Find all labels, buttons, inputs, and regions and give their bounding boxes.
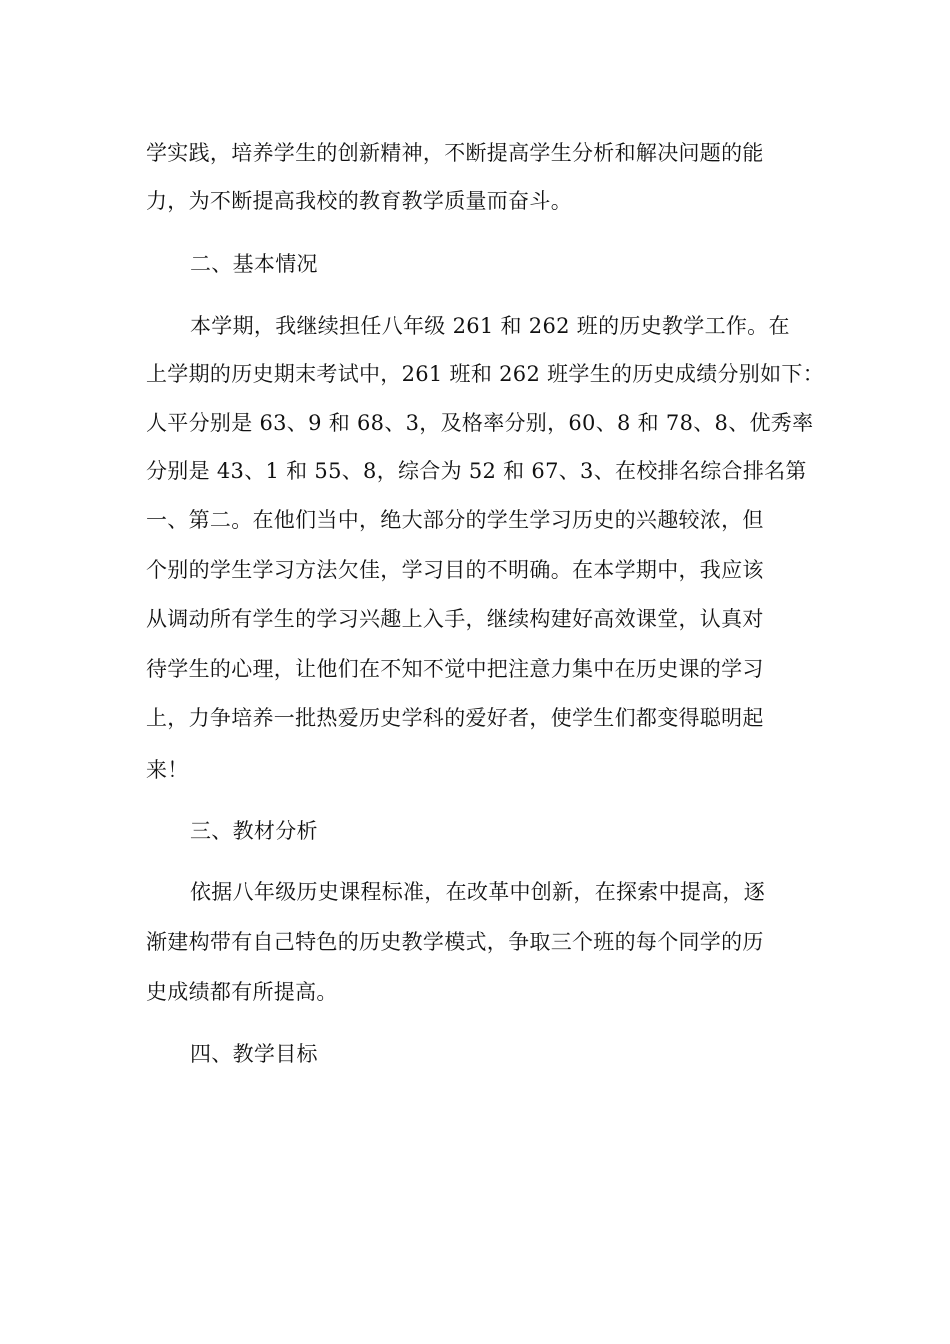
text-line: 学实践，培养学生的创新精神，不断提高学生分析和解决问题的能 — [146, 141, 764, 165]
text-line: 史成绩都有所提高。 — [146, 980, 338, 1004]
text-line: 力，为不断提高我校的教育教学质量而奋斗。 — [146, 189, 572, 213]
text-line: 人平分别是 63、9 和 68、3，及格率分别，60、8 和 78、8、优秀率 — [146, 411, 814, 435]
text-line: 一、第二。在他们当中，绝大部分的学生学习历史的兴趣较浓，但 — [146, 508, 764, 532]
section-heading: 四、教学目标 — [190, 1042, 318, 1066]
section-heading: 三、教材分析 — [190, 819, 318, 843]
text-line: 上，力争培养一批热爱历史学科的爱好者，使学生们都变得聪明起 — [146, 706, 764, 730]
text-line: 依据八年级历史课程标准，在改革中创新，在探索中提高，逐 — [190, 880, 766, 904]
text-line: 上学期的历史期末考试中，261 班和 262 班学生的历史成绩分别如下： — [146, 362, 824, 386]
text-line: 本学期，我继续担任八年级 261 和 262 班的历史教学工作。在 — [190, 314, 790, 338]
text-line: 从调动所有学生的学习兴趣上入手，继续构建好高效课堂，认真对 — [146, 607, 764, 631]
text-line: 待学生的心理，让他们在不知不觉中把注意力集中在历史课的学习 — [146, 657, 764, 681]
text-line: 个别的学生学习方法欠佳，学习目的不明确。在本学期中，我应该 — [146, 558, 764, 582]
text-line: 来！ — [146, 758, 189, 782]
text-line: 分别是 43、1 和 55、8，综合为 52 和 67、3、在校排名综合排名第 — [146, 459, 807, 483]
section-heading: 二、基本情况 — [190, 252, 318, 276]
text-line: 渐建构带有自己特色的历史教学模式，争取三个班的每个同学的历 — [146, 930, 764, 954]
